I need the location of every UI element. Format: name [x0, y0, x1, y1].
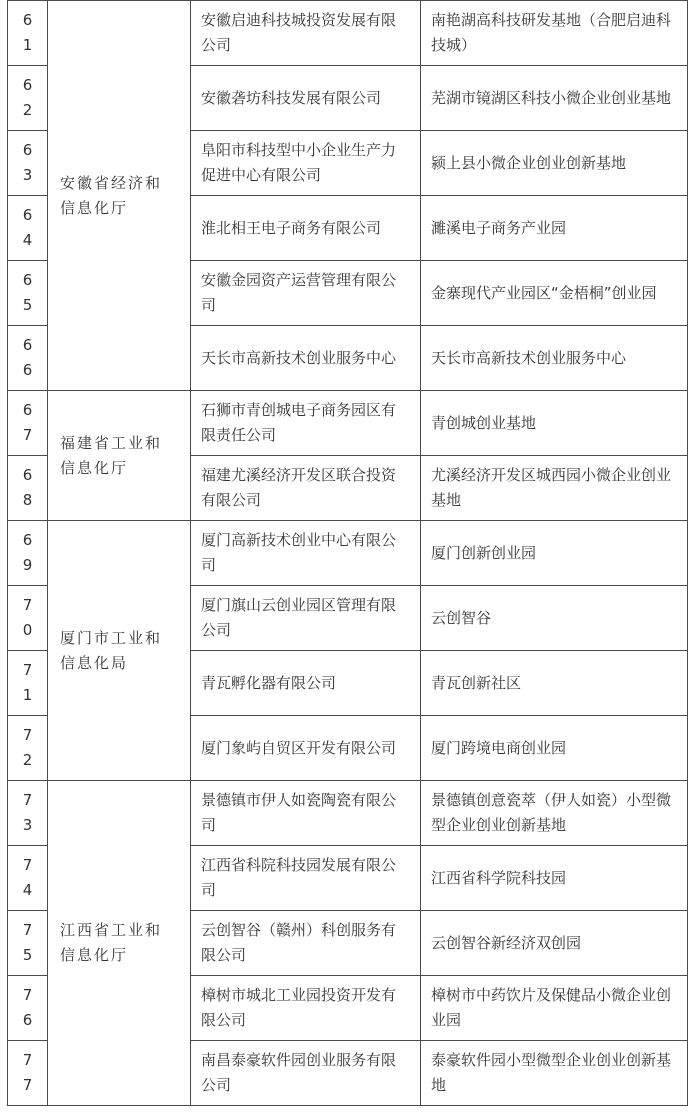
- base-cell: 尤溪经济开发区城西园小微企业创业基地: [421, 456, 688, 521]
- row-number: 74: [22, 856, 33, 899]
- base-cell: 金寨现代产业园区“金梧桐”创业园: [421, 261, 688, 326]
- base-cell: 厦门跨境电商创业园: [421, 716, 688, 781]
- row-number-cell: [8, 261, 48, 326]
- row-number: 76: [22, 986, 33, 1029]
- row-number: 70: [22, 596, 33, 639]
- company-cell: 景德镇市伊人如瓷陶瓷有限公司: [191, 781, 421, 846]
- row-number: 69: [22, 531, 33, 574]
- row-number-cell: [8, 1, 48, 66]
- row-number-cell: [8, 846, 48, 911]
- row-number: 73: [22, 791, 33, 834]
- company-cell: 福建尤溪经济开发区联合投资有限公司: [191, 456, 421, 521]
- row-number: 75: [22, 921, 33, 964]
- base-cell: 南艳湖高科技研发基地（合肥启迪科技城）: [421, 1, 688, 66]
- row-number: 68: [22, 466, 33, 509]
- department-cell: 安徽省经济和信息化厅: [48, 1, 191, 391]
- company-cell: 安徽金园资产运营管理有限公司: [191, 261, 421, 326]
- row-number-cell: [8, 66, 48, 131]
- table-row: [8, 1, 688, 66]
- row-number: 63: [22, 141, 33, 184]
- row-number-cell: [8, 326, 48, 391]
- table-row: [8, 781, 688, 846]
- base-cell: 濉溪电子商务产业园: [421, 196, 688, 261]
- base-cell: 泰豪软件园小型微型企业创业创新基地: [421, 1041, 688, 1106]
- row-number-cell: [8, 456, 48, 521]
- row-number-cell: [8, 1041, 48, 1106]
- base-cell: 颍上县小微企业创业创新基地: [421, 131, 688, 196]
- row-number-cell: [8, 716, 48, 781]
- company-cell: 青瓦孵化器有限公司: [191, 651, 421, 716]
- row-number: 77: [22, 1051, 33, 1094]
- company-cell: 阜阳市科技型中小企业生产力促进中心有限公司: [191, 131, 421, 196]
- row-number: 72: [22, 726, 33, 769]
- company-cell: 樟树市城北工业园投资开发有限公司: [191, 976, 421, 1041]
- row-number: 66: [22, 336, 33, 379]
- base-cell: 江西省科学院科技园: [421, 846, 688, 911]
- company-cell: 淮北相王电子商务有限公司: [191, 196, 421, 261]
- base-cell: 云创智谷新经济双创园: [421, 911, 688, 976]
- company-cell: 石狮市青创城电子商务园区有限责任公司: [191, 391, 421, 456]
- company-cell: 江西省科院科技园发展有限公司: [191, 846, 421, 911]
- row-number-cell: [8, 976, 48, 1041]
- incubator-table: [7, 0, 688, 1106]
- base-cell: 青瓦创新社区: [421, 651, 688, 716]
- row-number-cell: [8, 781, 48, 846]
- table-row: [8, 521, 688, 586]
- department-cell: 江西省工业和信息化厅: [48, 781, 191, 1106]
- base-cell: 芜湖市镜湖区科技小微企业创业基地: [421, 66, 688, 131]
- row-number: 64: [22, 206, 33, 249]
- row-number: 61: [22, 11, 33, 54]
- row-number-cell: [8, 911, 48, 976]
- base-cell: 厦门创新创业园: [421, 521, 688, 586]
- row-number-cell: [8, 391, 48, 456]
- company-cell: 厦门旗山云创业园区管理有限公司: [191, 586, 421, 651]
- row-number: 71: [22, 661, 33, 704]
- department-cell: 福建省工业和信息化厅: [48, 391, 191, 521]
- row-number-cell: [8, 196, 48, 261]
- base-cell: 青创城创业基地: [421, 391, 688, 456]
- base-cell: 云创智谷: [421, 586, 688, 651]
- department-cell: 厦门市工业和信息化局: [48, 521, 191, 781]
- table-row: [8, 391, 688, 456]
- company-cell: 天长市高新技术创业服务中心: [191, 326, 421, 391]
- company-cell: 云创智谷（赣州）科创服务有限公司: [191, 911, 421, 976]
- row-number: 65: [22, 271, 33, 314]
- base-cell: 樟树市中药饮片及保健品小微企业创业园: [421, 976, 688, 1041]
- row-number-cell: [8, 651, 48, 716]
- table-body: [8, 1, 688, 1106]
- company-cell: 安徽启迪科技城投资发展有限公司: [191, 1, 421, 66]
- company-cell: 厦门高新技术创业中心有限公司: [191, 521, 421, 586]
- row-number-cell: [8, 521, 48, 586]
- row-number: 62: [22, 76, 33, 119]
- row-number-cell: [8, 586, 48, 651]
- base-cell: 景德镇创意瓷萃（伊人如瓷）小型微型企业创业创新基地: [421, 781, 688, 846]
- row-number-cell: [8, 131, 48, 196]
- row-number: 67: [22, 401, 33, 444]
- base-cell: 天长市高新技术创业服务中心: [421, 326, 688, 391]
- company-cell: 厦门象屿自贸区开发有限公司: [191, 716, 421, 781]
- company-cell: 安徽砻坊科技发展有限公司: [191, 66, 421, 131]
- company-cell: 南昌泰豪软件园创业服务有限公司: [191, 1041, 421, 1106]
